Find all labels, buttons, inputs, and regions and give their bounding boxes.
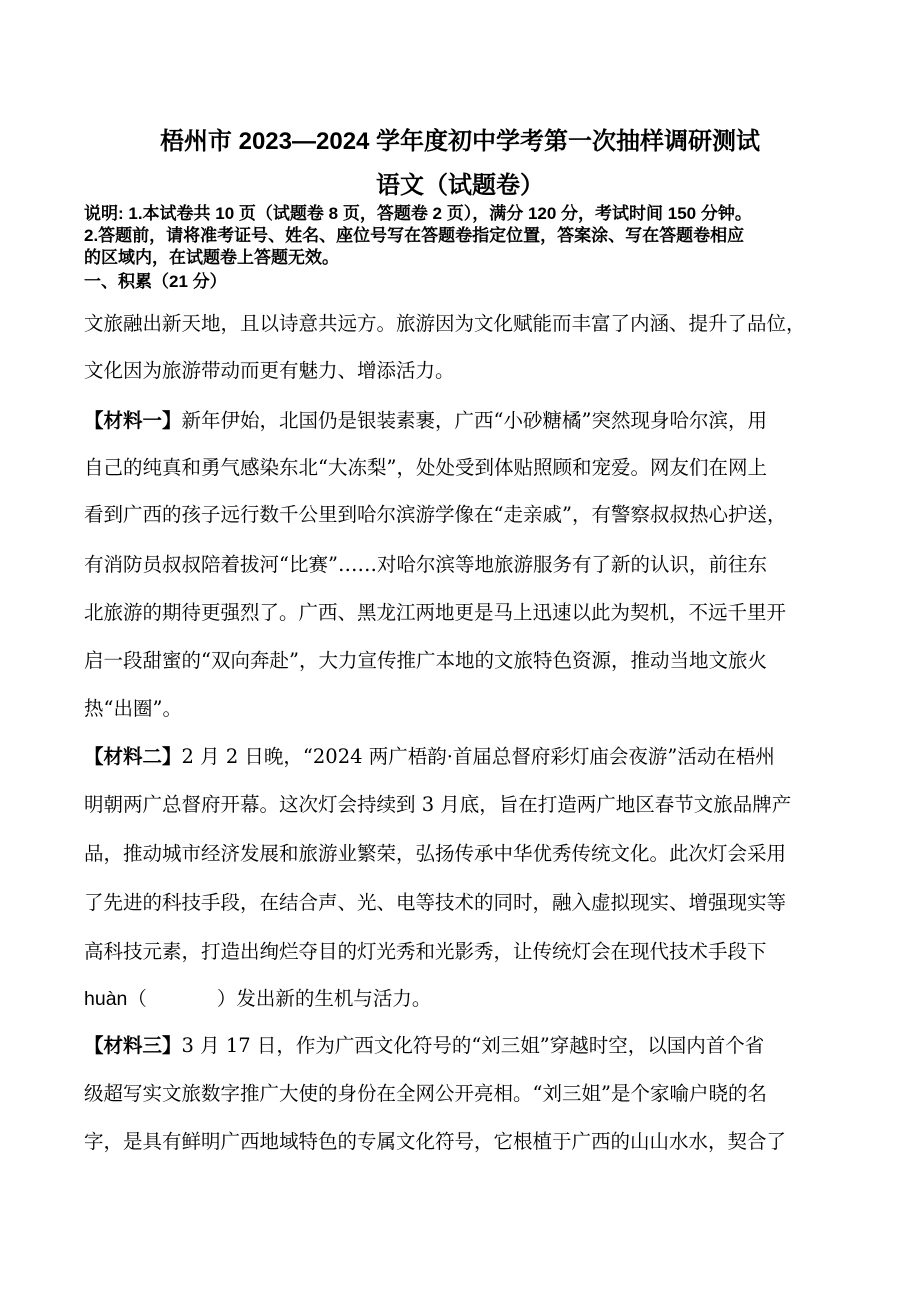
material3-line-1 bbox=[84, 1019, 854, 1072]
material1-line-6: 启一段甜蜜的“双向奔赴”，大力宣传推广本地的文旅特色资源，推动当地文旅火 bbox=[84, 649, 767, 672]
exam-subtitle: 语文（试题卷） bbox=[376, 172, 544, 199]
material1-line-2: 自己的纯真和勇气感染东北“大冻梨”，处处受到体贴照顾和宠爱。网友们在网上 bbox=[84, 456, 767, 479]
exam-note-3: 的区域内，在试题卷上答题无效。 bbox=[84, 248, 339, 267]
intro-line-1: 文旅融出新天地，且以诗意共远方。旅游因为文化赋能而丰富了内涵、提升了品位， bbox=[84, 312, 806, 335]
material1-line-5: 北旅游的期待更强烈了。广西、黑龙江两地更是马上迅速以此为契机，不远千里开 bbox=[84, 601, 787, 624]
material2-line-1 bbox=[84, 730, 854, 783]
material2-line-6 bbox=[84, 972, 854, 1026]
exam-note-2: 2.答题前，请将准考证号、姓名、座位号写在答题卷指定位置，答案涂、写在答题卷相应 bbox=[84, 226, 745, 245]
intro-line-2: 文化因为旅游带动而更有魅力、增添活力。 bbox=[84, 359, 455, 382]
exam-note-1: 说明: 1.本试卷共 10 页（试题卷 8 页，答题卷 2 页），满分 120 分，考试时间 150 分钟。 bbox=[84, 204, 752, 223]
material3-text-1: 3 月 17 日，作为广西文化符号的“刘三姐”穿越时空，以国内首个省 bbox=[181, 1034, 765, 1057]
pinyin-prompt: huàn（ bbox=[84, 988, 147, 1010]
material2-line-2: 明朝两广总督府开幕。这次灯会持续到 3 月底，旨在打造两广地区春节文旅品牌产 bbox=[84, 793, 792, 816]
material3-line-3: 字，是具有鲜明广西地域特色的专属文化符号，它根植于广西的山山水水，契合了 bbox=[84, 1130, 787, 1153]
material2-line-3: 品，推动城市经济发展和旅游业繁荣，弘扬传承中华优秀传统文化。此次灯会采用 bbox=[84, 842, 787, 865]
blank-close: ） bbox=[216, 987, 237, 1010]
exam-title: 梧州市 2023—2024 学年度初中学考第一次抽样调研测试 bbox=[159, 128, 761, 155]
material3-line-2: 级超写实文旅数字推广大使的身份在全网公开亮相。“刘三姐”是个家喻户晓的名 bbox=[84, 1082, 767, 1105]
material2-label: 【材料二】 bbox=[84, 745, 182, 768]
material1-text-1: 新年伊始，北国仍是银装素裹，广西“小砂糖橘”突然现身哈尔滨，用 bbox=[181, 409, 767, 432]
material1-label: 【材料一】 bbox=[84, 409, 182, 432]
material2-line-4: 了先进的科技手段，在结合声、光、电等技术的同时，融入虚拟现实、增强现实等 bbox=[84, 891, 787, 914]
material1-line-1 bbox=[84, 394, 854, 447]
material3-label: 【材料三】 bbox=[84, 1034, 182, 1057]
pinyin-rest: 发出新的生机与活力。 bbox=[236, 987, 432, 1010]
material2-text-1: 2 月 2 日晚，“2024 两广梧韵·首届总督府彩灯庙会夜游”活动在梧州 bbox=[181, 745, 775, 768]
material1-line-4: 有消防员叔叔陪着拔河“比赛”……对哈尔滨等地旅游服务有了新的认识，前往东 bbox=[84, 553, 767, 576]
section-heading: 一、积累（21 分） bbox=[84, 272, 227, 291]
material1-line-7: 热“出圈”。 bbox=[84, 697, 182, 720]
material2-line-5: 高科技元素，打造出绚烂夺目的灯光秀和光影秀，让传统灯会在现代技术手段下 bbox=[84, 940, 767, 963]
material1-line-3: 看到广西的孩子远行数千公里到哈尔滨游学像在“走亲戚”，有警察叔叔热心护送， bbox=[84, 503, 787, 526]
